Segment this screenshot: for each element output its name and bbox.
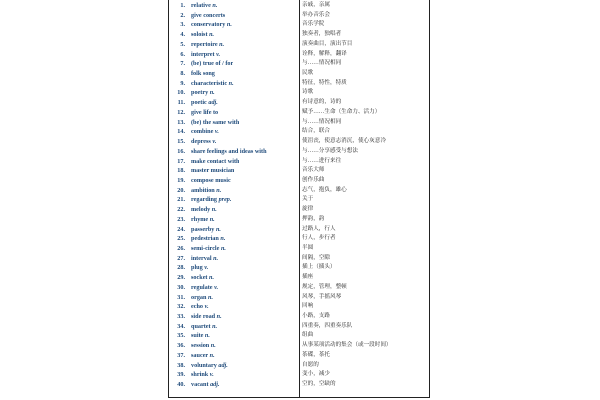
- table-row: [169, 157, 429, 167]
- table-row: [169, 50, 429, 60]
- term-text: ambition: [191, 186, 215, 194]
- english-term: [191, 273, 214, 283]
- row-number: 39.: [177, 371, 185, 379]
- term-text: interpret: [191, 50, 215, 58]
- english-cell: [169, 263, 299, 273]
- term-text: melody: [191, 206, 211, 214]
- english-term: [191, 361, 228, 371]
- term-text: (be) the same with: [191, 118, 240, 126]
- row-number: 3.: [180, 21, 185, 29]
- term-text: passerby: [191, 225, 215, 233]
- term-text: compose music: [191, 176, 231, 184]
- english-cell: [169, 40, 299, 50]
- chinese-meaning: 亲戚，亲属: [302, 2, 330, 8]
- chinese-meaning: 特征，特性，特质: [302, 79, 347, 86]
- chinese-meaning: 茶碟，茶托: [302, 351, 330, 358]
- part-of-speech: adj.: [218, 361, 228, 369]
- english-cell: [169, 176, 299, 186]
- english-term: [191, 234, 225, 244]
- english-cell: [169, 20, 299, 30]
- term-text: rhyme: [191, 215, 209, 223]
- part-of-speech: v.: [204, 303, 209, 311]
- english-term: [191, 312, 222, 322]
- chinese-meaning: 赋予……生命（生命力、活力）: [302, 108, 381, 115]
- english-cell: [169, 351, 299, 361]
- term-text: regarding: [191, 196, 218, 204]
- table-row: [169, 1, 429, 11]
- term-text: plug: [191, 264, 203, 272]
- english-cell: [169, 157, 299, 167]
- english-cell: [169, 322, 299, 332]
- english-cell: [169, 331, 299, 341]
- english-term: [191, 137, 216, 147]
- chinese-meaning: 半圆: [302, 244, 314, 251]
- chinese-meaning: 关于: [302, 196, 314, 203]
- term-text: vacant: [191, 381, 209, 389]
- english-cell: [169, 195, 299, 205]
- table-row: [169, 244, 429, 254]
- table-row: [169, 273, 429, 283]
- term-text: (be) true of / for: [191, 60, 234, 68]
- table-row: [169, 341, 429, 351]
- row-number: 4.: [180, 31, 185, 39]
- english-term: [191, 127, 219, 137]
- table-row: [169, 370, 429, 380]
- english-cell: [169, 98, 299, 108]
- chinese-meaning: 回响: [302, 303, 314, 310]
- part-of-speech: n.: [216, 313, 222, 320]
- table-row: [169, 98, 429, 108]
- part-of-speech: n.: [215, 225, 221, 233]
- chinese-meaning: 使沮丧，使意志消沉，使心灰意冷: [302, 138, 386, 145]
- table-row: [169, 127, 429, 137]
- english-cell: [169, 88, 299, 98]
- row-number: 25.: [177, 235, 185, 243]
- english-term: [191, 341, 216, 351]
- term-text: shrink: [191, 371, 209, 379]
- english-term: [191, 30, 214, 40]
- term-text: pedestrian: [191, 235, 219, 243]
- term-text: session: [191, 342, 210, 350]
- english-cell: [169, 205, 299, 215]
- term-text: make contact with: [191, 157, 240, 165]
- term-text: poetry: [191, 89, 209, 97]
- english-term: [191, 293, 213, 303]
- part-of-speech: n.: [219, 40, 225, 48]
- row-number: 30.: [177, 283, 185, 291]
- term-text: soloist: [191, 31, 208, 39]
- chinese-meaning: 创作乐曲: [302, 176, 325, 183]
- english-term: [191, 331, 210, 341]
- english-term: [191, 351, 215, 361]
- english-term: [191, 205, 217, 215]
- english-cell: [169, 234, 299, 244]
- part-of-speech: v.: [214, 128, 219, 136]
- english-term: [191, 195, 231, 205]
- row-number: 37.: [177, 351, 185, 359]
- row-number: 6.: [180, 50, 185, 58]
- part-of-speech: n.: [216, 186, 222, 194]
- chinese-meaning: 从事某项活动的集会（或一段时间）: [302, 342, 392, 349]
- row-number: 28.: [177, 264, 185, 272]
- table-row: [169, 312, 429, 322]
- chinese-meaning: 与……情况相同: [302, 118, 342, 125]
- english-cell: [169, 215, 299, 225]
- english-term: [191, 263, 208, 273]
- english-term: [191, 1, 217, 11]
- row-number: 32.: [177, 303, 185, 311]
- row-number: 38.: [177, 361, 185, 369]
- english-term: [191, 20, 232, 30]
- chinese-meaning: 间隔，空隙: [302, 254, 330, 261]
- table-row: [169, 186, 429, 196]
- chinese-meaning: 结合，联合: [302, 128, 330, 135]
- table-row: [169, 322, 429, 332]
- part-of-speech: n.: [209, 215, 215, 223]
- english-cell: [169, 273, 299, 283]
- chinese-meaning: 志气，抱负，雄心: [302, 186, 347, 193]
- table-row: [169, 205, 429, 215]
- english-cell: [169, 244, 299, 254]
- english-cell: [169, 147, 299, 157]
- english-cell: [169, 361, 299, 371]
- part-of-speech: prep.: [218, 196, 232, 204]
- table-row: [169, 69, 429, 79]
- part-of-speech: n.: [210, 342, 216, 350]
- part-of-speech: v.: [212, 138, 217, 146]
- chinese-meaning: 插上（插头）: [302, 264, 336, 271]
- row-number: 23.: [177, 215, 185, 223]
- chinese-meaning: 旋律: [302, 206, 314, 213]
- table-row: [169, 59, 429, 69]
- row-number: 35.: [177, 332, 185, 340]
- part-of-speech: n.: [212, 2, 218, 9]
- chinese-meaning: 自愿的: [302, 361, 319, 368]
- table-row: [169, 302, 429, 312]
- part-of-speech: adj.: [210, 381, 220, 389]
- term-text: conservatory: [191, 21, 226, 29]
- chinese-meaning: 独奏者，独唱者: [302, 31, 342, 38]
- row-number: 34.: [177, 322, 185, 330]
- row-number: 26.: [177, 244, 185, 252]
- chinese-meaning: 演奏曲目，演出节目: [302, 40, 353, 47]
- table-row: [169, 40, 429, 50]
- row-number: 20.: [177, 186, 185, 194]
- row-number: 9.: [180, 79, 185, 87]
- table-row: [169, 254, 429, 264]
- row-number: 13.: [177, 118, 185, 126]
- table-row: [169, 137, 429, 147]
- term-text: echo: [191, 303, 204, 311]
- term-text: relative: [191, 2, 211, 9]
- part-of-speech: n.: [209, 31, 215, 39]
- chinese-meaning: 民歌: [302, 70, 314, 77]
- english-cell: [169, 293, 299, 303]
- row-number: 10.: [177, 89, 185, 97]
- part-of-speech: v.: [209, 371, 214, 379]
- row-number: 40.: [177, 381, 185, 389]
- english-term: [191, 50, 220, 60]
- english-cell: [169, 186, 299, 196]
- row-number: 22.: [177, 206, 185, 214]
- term-text: characteristic: [191, 79, 228, 87]
- english-term: [191, 118, 239, 128]
- row-number: 29.: [177, 274, 185, 282]
- chinese-meaning: 四重奏，四重奏乐队: [302, 322, 353, 329]
- row-number: 27.: [177, 254, 185, 262]
- english-term: [191, 254, 218, 264]
- english-cell: [169, 69, 299, 79]
- row-number: 5.: [180, 40, 185, 48]
- chinese-meaning: 有诗意的，诗的: [302, 99, 342, 106]
- english-term: [191, 157, 239, 167]
- row-number: 15.: [177, 138, 185, 146]
- english-term: [191, 88, 215, 98]
- english-cell: [169, 166, 299, 176]
- term-text: semi-circle: [191, 244, 220, 252]
- row-number: 11.: [177, 99, 185, 107]
- part-of-speech: n.: [209, 274, 215, 282]
- table-row: [169, 263, 429, 273]
- english-cell: [169, 380, 299, 390]
- english-term: [191, 370, 214, 380]
- english-term: [191, 40, 224, 50]
- english-term: [191, 302, 209, 312]
- row-number: 1.: [180, 2, 185, 9]
- part-of-speech: n.: [208, 293, 214, 301]
- row-number: 21.: [177, 196, 185, 204]
- table-row: [169, 20, 429, 30]
- chinese-meaning: 风琴，手摇风琴: [302, 293, 342, 300]
- row-number: 12.: [177, 108, 185, 116]
- table-row: [169, 225, 429, 235]
- english-cell: [169, 312, 299, 322]
- term-text: combine: [191, 128, 214, 136]
- term-text: regulate: [191, 283, 213, 291]
- english-term: [191, 11, 225, 21]
- english-cell: [169, 302, 299, 312]
- english-cell: [169, 370, 299, 380]
- table-row: [169, 176, 429, 186]
- english-cell: [169, 137, 299, 147]
- english-cell: [169, 1, 299, 11]
- chinese-meaning: 小路，支路: [302, 313, 330, 319]
- english-term: [191, 176, 231, 186]
- row-number: 14.: [177, 128, 185, 136]
- part-of-speech: n.: [228, 79, 234, 87]
- chinese-meaning: 插座: [302, 274, 314, 281]
- chinese-meaning: 过路人，行人: [302, 225, 336, 232]
- english-cell: [169, 50, 299, 60]
- table-row: [169, 11, 429, 21]
- term-text: depress: [191, 138, 211, 146]
- english-cell: [169, 254, 299, 264]
- english-term: [191, 166, 234, 176]
- table-row: [169, 147, 429, 157]
- term-text: side road: [191, 313, 216, 320]
- english-term: [191, 244, 226, 254]
- english-term: [191, 322, 217, 332]
- table-row: [169, 166, 429, 176]
- english-term: [191, 186, 221, 196]
- chinese-meaning: 规定，管理，整顿: [302, 283, 347, 290]
- row-number: 31.: [177, 293, 185, 301]
- english-term: [191, 283, 218, 293]
- table-row: [169, 30, 429, 40]
- table-row: [169, 118, 429, 128]
- part-of-speech: v.: [204, 264, 209, 272]
- part-of-speech: n.: [226, 21, 232, 29]
- row-number: 18.: [177, 167, 185, 175]
- english-cell: [169, 59, 299, 69]
- term-text: organ: [191, 293, 207, 301]
- vocabulary-table: [168, 0, 430, 398]
- english-term: [191, 147, 267, 157]
- term-text: folk song: [191, 70, 215, 78]
- table-row: [169, 283, 429, 293]
- term-text: poetic: [191, 99, 207, 107]
- term-text: share feelings and ideas with: [191, 147, 267, 155]
- term-text: repertoire: [191, 40, 218, 48]
- english-cell: [169, 118, 299, 128]
- table-row: [169, 331, 429, 341]
- row-number: 36.: [177, 342, 185, 350]
- row-number: 19.: [177, 176, 185, 184]
- chinese-meaning: 变小，减少: [302, 371, 330, 378]
- table-row: [169, 88, 429, 98]
- table-row: [169, 380, 429, 390]
- chinese-meaning: 音乐大师: [302, 167, 325, 174]
- chinese-meaning: 举办音乐会: [302, 11, 330, 18]
- term-text: master musician: [191, 167, 235, 175]
- english-term: [191, 215, 215, 225]
- term-text: interval: [191, 254, 212, 262]
- english-term: [191, 59, 233, 69]
- term-text: give concerts: [191, 11, 226, 19]
- english-term: [191, 98, 218, 108]
- part-of-speech: n.: [209, 351, 215, 359]
- table-row: [169, 108, 429, 118]
- chinese-meaning: 诠释，解释，翻译: [302, 50, 347, 57]
- english-term: [191, 79, 234, 89]
- part-of-speech: n.: [211, 206, 217, 214]
- chinese-meaning: 与……情况相同: [302, 60, 342, 67]
- english-term: [191, 108, 218, 118]
- term-text: socket: [191, 274, 208, 282]
- english-cell: [169, 11, 299, 21]
- table-row: [169, 351, 429, 361]
- english-cell: [169, 108, 299, 118]
- table-row: [169, 361, 429, 371]
- term-text: quartet: [191, 322, 211, 330]
- english-cell: [169, 127, 299, 137]
- term-text: saucer: [191, 351, 209, 359]
- part-of-speech: n.: [204, 332, 210, 340]
- chinese-meaning: 空的，空缺的: [302, 381, 336, 388]
- english-cell: [169, 283, 299, 293]
- table-row: [169, 79, 429, 89]
- part-of-speech: n.: [212, 322, 218, 330]
- english-cell: [169, 79, 299, 89]
- part-of-speech: n.: [220, 244, 226, 252]
- english-cell: [169, 30, 299, 40]
- english-cell: [169, 341, 299, 351]
- english-term: [191, 225, 221, 235]
- english-term: [191, 380, 220, 390]
- chinese-meaning: 押韵，韵: [302, 215, 325, 222]
- row-number: 24.: [177, 225, 185, 233]
- row-number: 2.: [180, 11, 185, 19]
- english-term: [191, 69, 215, 79]
- chinese-meaning: 与……进行来往: [302, 157, 342, 164]
- row-number: 33.: [177, 313, 185, 320]
- table-row: [169, 293, 429, 303]
- part-of-speech: adj.: [208, 99, 218, 107]
- table-row: [169, 215, 429, 225]
- term-text: give life to: [191, 108, 219, 116]
- part-of-speech: v.: [216, 50, 221, 58]
- row-number: 16.: [177, 147, 185, 155]
- table-row: [169, 234, 429, 244]
- chinese-meaning: 诗歌: [302, 89, 314, 96]
- part-of-speech: n.: [213, 254, 219, 262]
- term-text: suite: [191, 332, 204, 340]
- english-cell: [169, 225, 299, 235]
- chinese-meaning: 音乐学院: [302, 21, 325, 28]
- chinese-meaning: 与……分享感受与想法: [302, 147, 358, 154]
- row-number: 7.: [180, 60, 185, 68]
- part-of-speech: n.: [209, 89, 215, 97]
- part-of-speech: v.: [214, 283, 219, 291]
- table-row: [169, 195, 429, 205]
- vocabulary-rows: [169, 1, 429, 390]
- row-number: 17.: [177, 157, 185, 165]
- chinese-meaning: 行人，步行者: [302, 235, 336, 242]
- chinese-meaning: 组曲: [302, 332, 314, 339]
- row-number: 8.: [180, 70, 185, 78]
- term-text: voluntary: [191, 361, 217, 369]
- part-of-speech: n.: [220, 235, 226, 243]
